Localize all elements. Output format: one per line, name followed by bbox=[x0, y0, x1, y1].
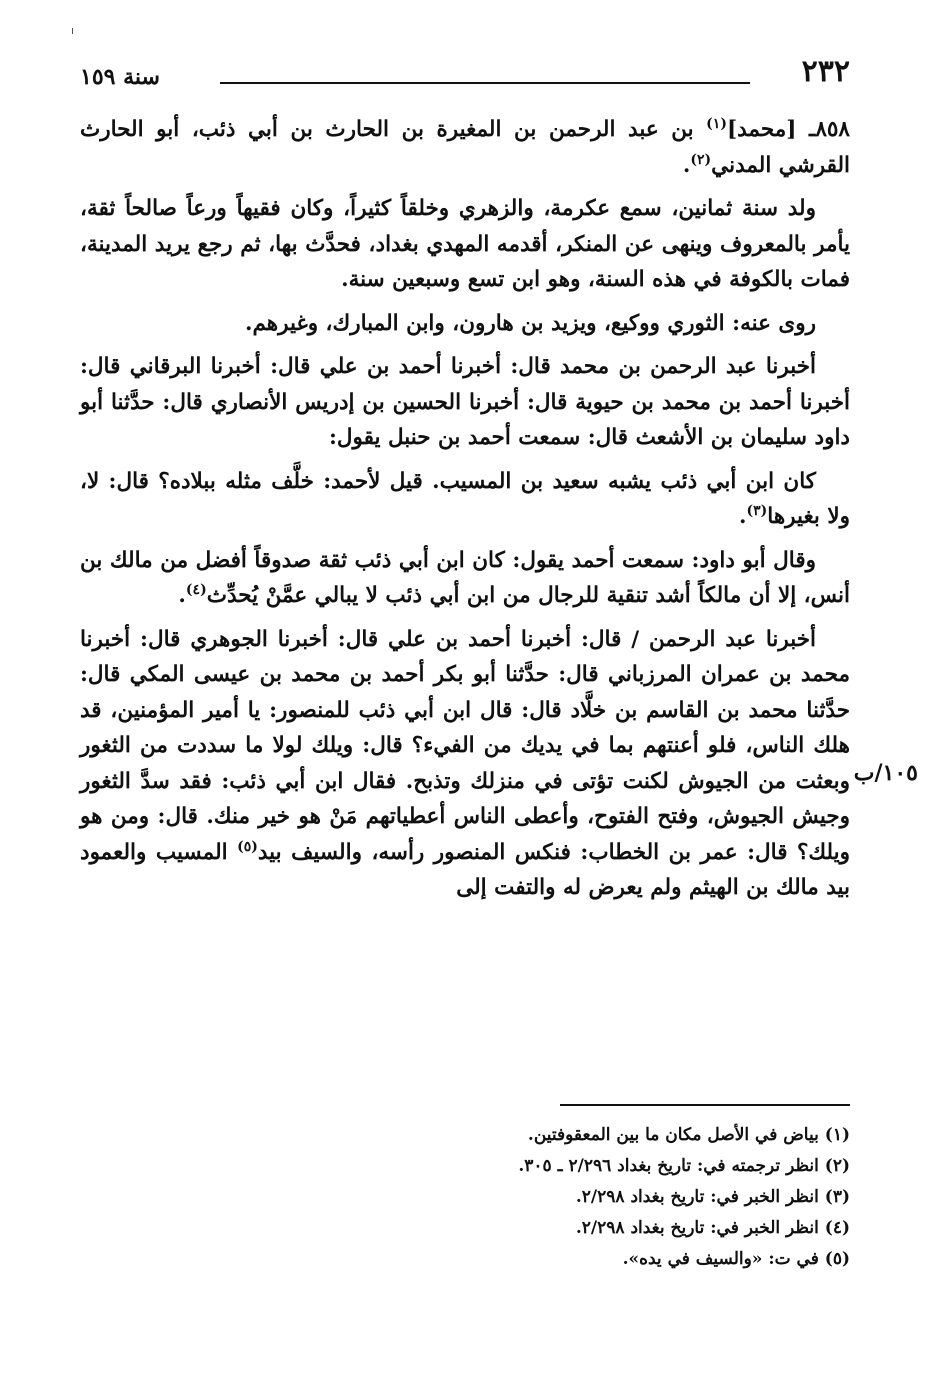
paragraph-report-3 bbox=[80, 622, 850, 906]
page-number: ٢٣٢ bbox=[801, 54, 850, 89]
manuscript-folio-note: ١٠٥/ب bbox=[853, 760, 918, 786]
report-2-text: وقال أبو داود: سمعت أحمد يقول: كان ابن أبي ذئب ثقة صدوقاً أفضل من مالك بن أنس، إلا أن مالكاً أشد تنقية للرجال من ابن أبي ذئب لا يبالي عمَّنْ يُحدِّث bbox=[80, 547, 850, 608]
footnote-ref-3: (٣) bbox=[746, 502, 768, 519]
entry-title: بن عبد الرحمن بن المغيرة بن الحارث بن أبي ذئب، أبو الحارث القرشي المدني bbox=[80, 117, 850, 178]
footnotes bbox=[80, 1120, 850, 1275]
footnote-rule bbox=[560, 1104, 850, 1106]
footnote-ref-4: (٤) bbox=[185, 581, 207, 598]
paragraph-biography: ولد سنة ثمانين، سمع عكرمة، والزهري وخلقاً كثيراً، وكان فقيهاً ورعاً صالحاً ثقة، يأمر بالمعروف وينهى عن المنكر، أقدمه المهدي بغداد، فحدَّث بها، ثم رجع يريد المدينة، فمات بالكوفة في هذه السنة، وهو ابن تسع وسبعين سنة. bbox=[80, 196, 850, 292]
paragraph-narrators: روى عنه: الثوري ووكيع، ويزيد بن هارون، وابن المبارك، وغيرهم. bbox=[244, 310, 816, 336]
entry-number: ٨٥٨ـ bbox=[809, 117, 850, 142]
page-header bbox=[80, 52, 850, 96]
paragraph-report-1 bbox=[80, 464, 850, 535]
footnote-ref-1: (١) bbox=[706, 115, 727, 132]
report-2-end: . bbox=[178, 583, 186, 608]
footnote-2: (٢) انظر ترجمته في: تاريخ بغداد ٢/٢٩٦ ـ ٣٠٥. bbox=[518, 1156, 850, 1176]
report-3-text-1: أخبرنا عبد الرحمن / قال: أخبرنا أحمد بن علي قال: أخبرنا الجوهري قال: أخبرنا محمد بن عمران المرزباني قال: حدَّثنا أبو بكر أحمد بن محمد بن عيسى المكي قال: حدَّثنا محمد بن القاسم بن خلَّاد قال: قال ابن أبي ذئب للمنصور: يا أمير المؤمنين، قد هلك الناس، فلو أعنتهم بما في يديك من الفيء؟ قال: ويلك لولا ما سددت من الثغور وبعثت من الجيوش لكنت تؤتى في منزلك وتذبح. فقال ابن أبي ذئب: فقد سدَّ الثغور وجيش الجيوش، وفتح الفتوح، وأعطى الناس أعطياتهم مَنْ هو خير منك. قال: ومن هو ويلك؟ قال: عمر بن الخطاب: فنكس المنصور رأسه، والسيف بيد bbox=[80, 626, 850, 865]
footnote-ref-5: (٥) bbox=[237, 838, 258, 855]
paragraph-isnad-1: أخبرنا عبد الرحمن بن محمد قال: أخبرنا أحمد بن علي قال: أخبرنا البرقاني قال: أخبرنا أحمد بن محمد بن حيوية قال: أخبرنا الحسين بن إدريس الأنصاري قال: حدَّثنا أبو داود سليمان بن الأشعث قال: سمعت أحمد بن حنبل يقول: bbox=[80, 354, 850, 450]
entry-title-bracket: [محمد] bbox=[726, 117, 797, 142]
header-rule bbox=[220, 82, 750, 84]
paragraph-report-2 bbox=[80, 543, 850, 614]
main-text bbox=[80, 112, 850, 914]
stray-mark bbox=[72, 28, 73, 34]
footnote-4: (٤) انظر الخبر في: تاريخ بغداد ٢/٢٩٨. bbox=[575, 1218, 850, 1238]
report-1-text: كان ابن أبي ذئب يشبه سعيد بن المسيب. قيل لأحمد: خلَّف مثله ببلاده؟ قال: لا، ولا بغيرها bbox=[80, 468, 850, 529]
footnote-3: (٣) انظر الخبر في: تاريخ بغداد ٢/٢٩٨. bbox=[575, 1187, 850, 1207]
footnote-ref-2: (٢) bbox=[690, 151, 712, 168]
report-1-end: . bbox=[738, 504, 747, 529]
running-head: سنة ١٥٩ bbox=[80, 64, 160, 90]
entry-heading bbox=[80, 112, 850, 183]
footnote-1: (١) بياض في الأصل مكان ما بين المعقوفتين. bbox=[527, 1125, 850, 1145]
report-3-text-2: المسيب والعمود بيد مالك بن الهيثم ولم يعرض له والتفت إلى bbox=[80, 839, 850, 900]
entry-title-end: . bbox=[682, 152, 691, 178]
footnote-5: (٥) في ت: «والسيف في يده». bbox=[622, 1249, 850, 1269]
